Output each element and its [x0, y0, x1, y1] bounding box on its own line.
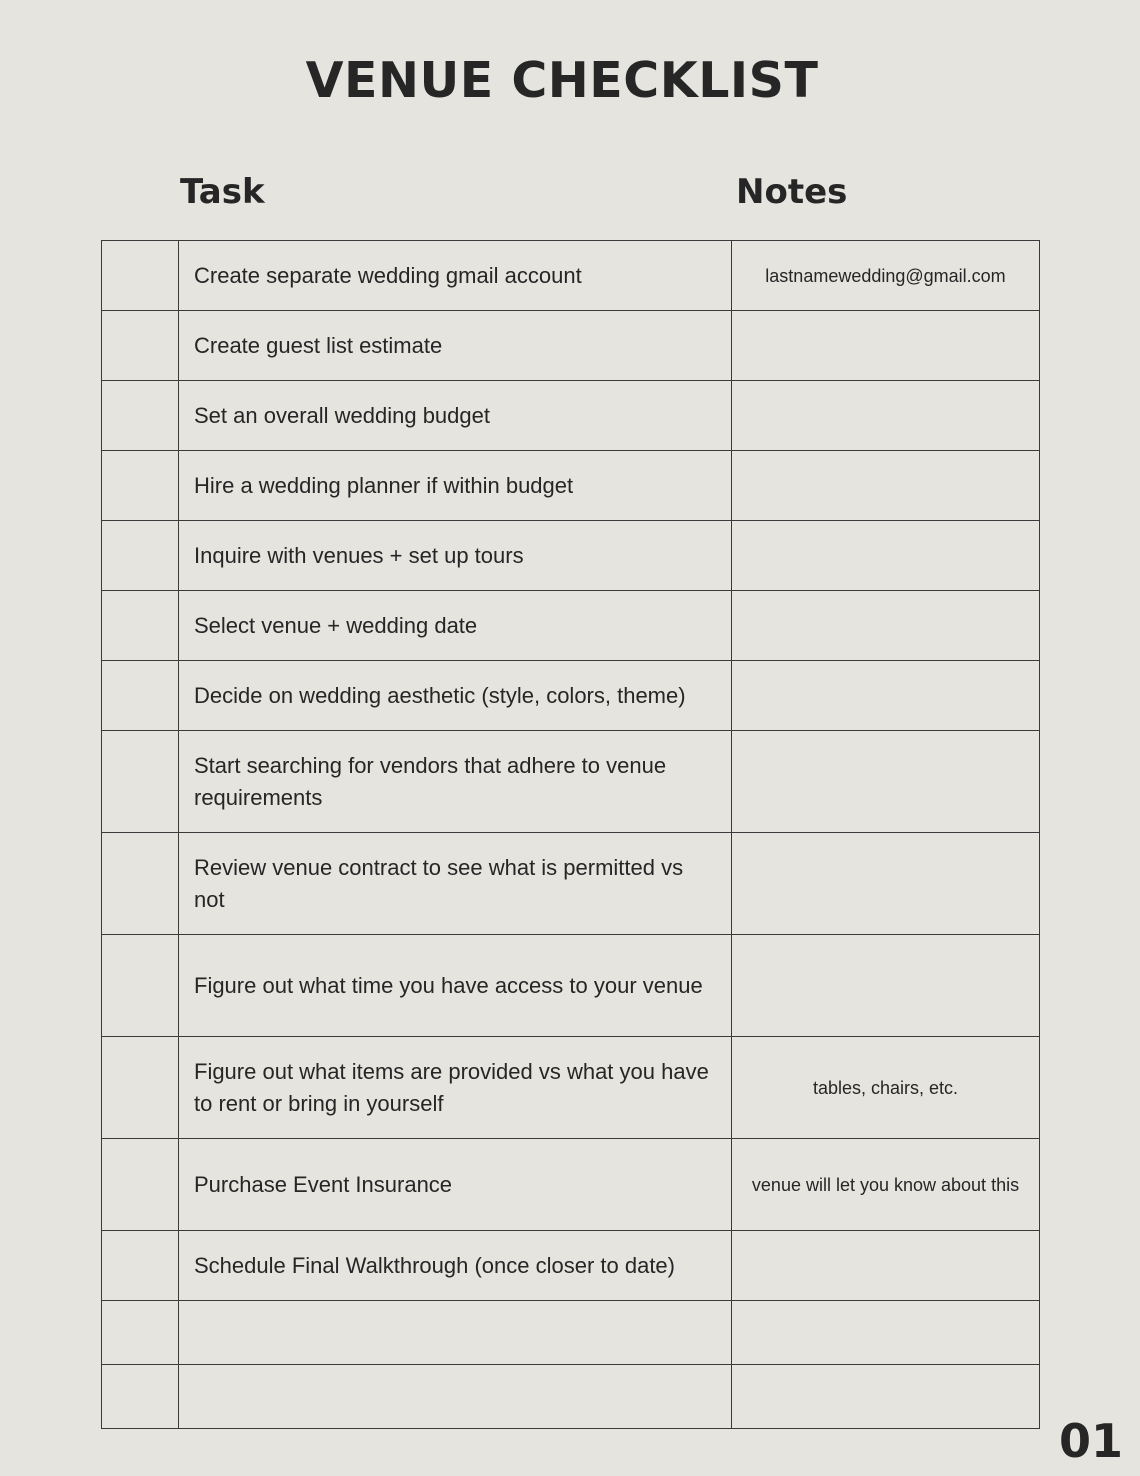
task-cell [179, 1037, 732, 1139]
checkbox[interactable] [102, 1301, 179, 1365]
notes-cell[interactable] [732, 591, 1040, 661]
task-cell [179, 833, 732, 935]
task-cell [179, 661, 732, 731]
notes-cell[interactable] [732, 1139, 1040, 1231]
task-text: Hire a wedding planner if within budget [194, 472, 574, 498]
task-cell [179, 935, 732, 1037]
checkbox[interactable] [102, 1037, 179, 1139]
table-row [102, 661, 1040, 731]
task-text: Inquire with venues + set up tours [194, 542, 524, 568]
task-cell [179, 311, 732, 381]
notes-cell[interactable] [732, 833, 1040, 935]
table-row [102, 1139, 1040, 1231]
notes-text: lastnamewedding@gmail.com [765, 265, 1006, 286]
task-text: Purchase Event Insurance [194, 1171, 453, 1197]
notes-cell[interactable] [732, 1301, 1040, 1365]
task-text: Create guest list estimate [194, 332, 443, 358]
checkbox[interactable] [102, 1231, 179, 1301]
notes-cell[interactable] [732, 1365, 1040, 1429]
notes-cell[interactable] [732, 1037, 1040, 1139]
notes-cell[interactable] [732, 731, 1040, 833]
task-text: Figure out what time you have access to your venue [194, 972, 703, 998]
table-row [102, 1231, 1040, 1301]
table-row [102, 731, 1040, 833]
task-cell [179, 521, 732, 591]
checkbox[interactable] [102, 451, 179, 521]
task-cell[interactable] [179, 1301, 732, 1365]
task-column-header: Task [180, 172, 265, 212]
task-cell [179, 1231, 732, 1301]
notes-cell[interactable] [732, 1231, 1040, 1301]
task-text: Create separate wedding gmail account [194, 262, 582, 288]
notes-cell[interactable] [732, 521, 1040, 591]
checkbox[interactable] [102, 591, 179, 661]
task-text: Start searching for vendors that adhere to venue requirements [194, 752, 667, 810]
task-text: Decide on wedding aesthetic (style, colors, theme) [194, 682, 686, 708]
notes-cell[interactable] [732, 661, 1040, 731]
notes-text: tables, chairs, etc. [812, 1077, 959, 1098]
task-cell [179, 241, 732, 311]
checkbox[interactable] [102, 935, 179, 1037]
checkbox[interactable] [102, 521, 179, 591]
table-row [102, 935, 1040, 1037]
table-row [102, 451, 1040, 521]
checkbox[interactable] [102, 661, 179, 731]
notes-text: venue will let you know about this [751, 1174, 1020, 1195]
notes-cell[interactable] [732, 241, 1040, 311]
table-row [102, 381, 1040, 451]
task-text: Select venue + wedding date [194, 612, 478, 638]
notes-cell[interactable] [732, 451, 1040, 521]
page-number: 01 [1058, 1414, 1123, 1468]
table-row [102, 591, 1040, 661]
table-row [102, 1365, 1040, 1429]
task-cell [179, 1139, 732, 1231]
task-cell [179, 451, 732, 521]
checkbox[interactable] [102, 1139, 179, 1231]
table-row [102, 833, 1040, 935]
checkbox[interactable] [102, 731, 179, 833]
task-cell[interactable] [179, 1365, 732, 1429]
table-row [102, 311, 1040, 381]
table-row [102, 1301, 1040, 1365]
notes-column-header: Notes [736, 172, 848, 212]
checklist-table [101, 240, 1040, 1429]
task-text: Set an overall wedding budget [194, 402, 490, 428]
table-row [102, 241, 1040, 311]
notes-cell[interactable] [732, 311, 1040, 381]
checkbox[interactable] [102, 241, 179, 311]
notes-cell[interactable] [732, 381, 1040, 451]
task-text: Review venue contract to see what is permitted vs not [194, 854, 684, 912]
task-text: Schedule Final Walkthrough (once closer to date) [194, 1252, 675, 1278]
notes-cell[interactable] [732, 935, 1040, 1037]
task-cell [179, 731, 732, 833]
checkbox[interactable] [102, 381, 179, 451]
checkbox[interactable] [102, 311, 179, 381]
checkbox[interactable] [102, 833, 179, 935]
task-text: Figure out what items are provided vs what you have to rent or bring in yourself [194, 1058, 709, 1116]
page-title: VENUE CHECKLIST [305, 52, 819, 109]
table-row [102, 521, 1040, 591]
task-cell [179, 591, 732, 661]
task-cell [179, 381, 732, 451]
checkbox[interactable] [102, 1365, 179, 1429]
table-row [102, 1037, 1040, 1139]
